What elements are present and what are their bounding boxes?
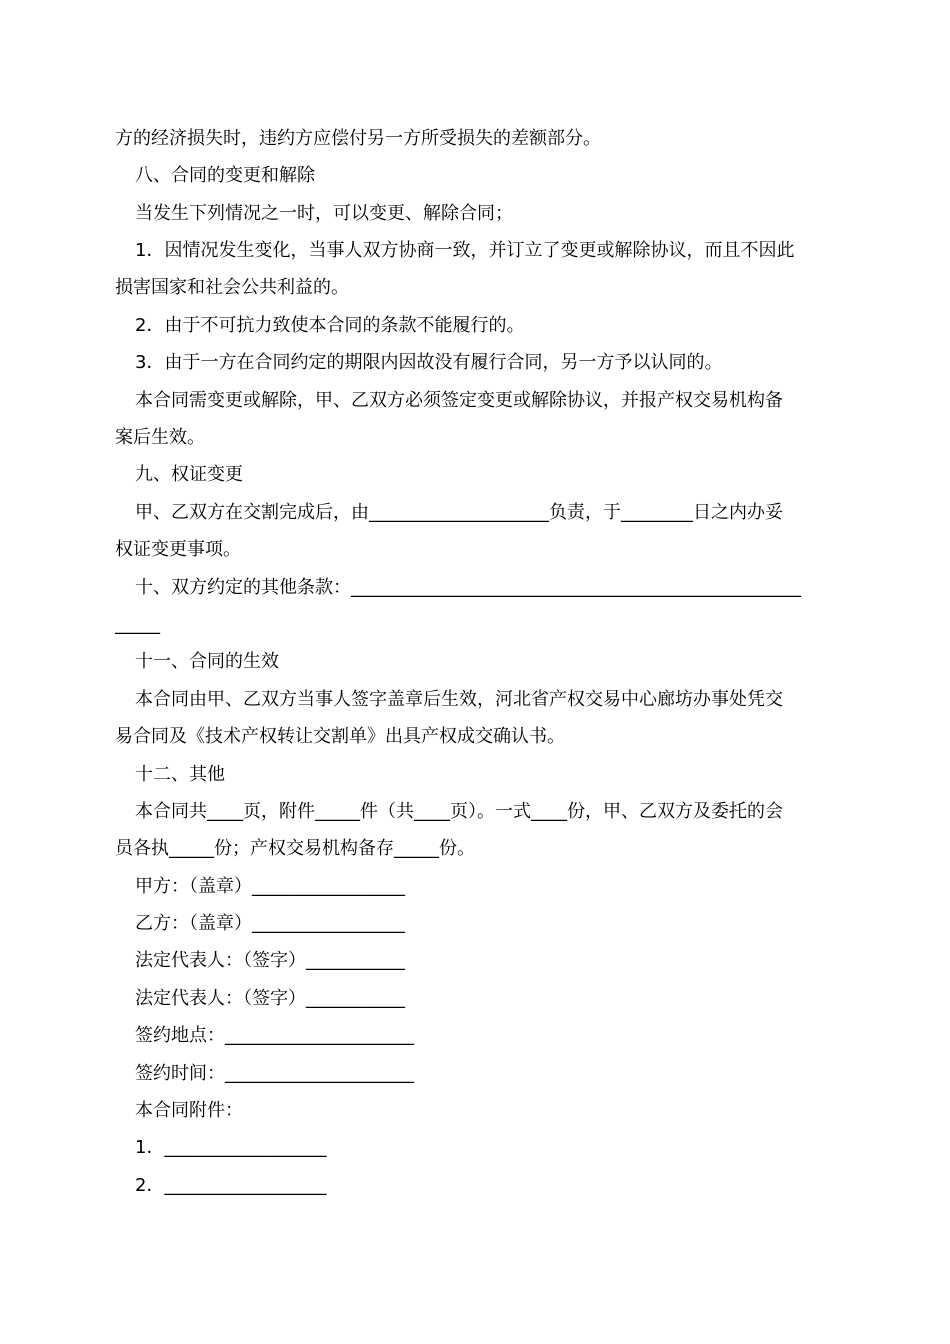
signing-place-field: 签约地点：_____________________ — [135, 1025, 414, 1046]
signature-field-legal-rep: 法定代表人：（签字）___________ — [135, 988, 405, 1009]
section-heading: 八、合同的变更和解除 — [135, 165, 315, 186]
text-line: 2．由于不可抗力致使本合同的条款不能履行的。 — [135, 315, 525, 336]
signature-field-party-b: 乙方：（盖章）_________________ — [135, 913, 405, 934]
attachment-item: 1．__________________ — [135, 1137, 327, 1158]
text-line: 本合同需变更或解除，甲、乙双方必须签定变更或解除协议，并报产权交易机构备 — [135, 390, 783, 411]
text-line: 当发生下列情况之一时，可以变更、解除合同； — [135, 203, 513, 224]
text-line: 本合同由甲、乙双方当事人签字盖章后生效，河北省产权交易中心廊坊办事处凭交 — [135, 689, 783, 710]
signature-field-legal-rep: 法定代表人：（签字）___________ — [135, 950, 405, 971]
section-heading: 十二、其他 — [135, 764, 225, 785]
text-line: 3．由于一方在合同约定的期限内因故没有履行合同，另一方予以认同的。 — [135, 352, 723, 373]
text-line: 员各执_____份；产权交易机构备存_____份。 — [115, 838, 475, 859]
text-line: 甲、乙双方在交割完成后，由____________________负责，于________日之内办妥 — [135, 502, 783, 523]
text-line: 1．因情况发生变化，当事人双方协商一致，并订立了变更或解除协议，而且不因此 — [135, 240, 795, 261]
attachment-item: 2．__________________ — [135, 1175, 327, 1196]
text-line: 案后生效。 — [115, 427, 205, 448]
text-line: 方的经济损失时，违约方应偿付另一方所受损失的差额部分。 — [115, 128, 601, 149]
attachments-heading: 本合同附件： — [135, 1100, 243, 1121]
signature-field-party-a: 甲方：（盖章）_________________ — [135, 876, 405, 897]
section-heading: 十、双方约定的其他条款：__________________________________________________ — [135, 577, 801, 598]
text-line: 损害国家和社会公共利益的。 — [115, 277, 349, 298]
section-heading: 十一、合同的生效 — [135, 651, 279, 672]
signing-time-field: 签约时间：_____________________ — [135, 1063, 414, 1084]
text-line: 权证变更事项。 — [115, 539, 241, 560]
text-line: 易合同及《技术产权转让交割单》出具产权成交确认书。 — [115, 726, 565, 747]
text-line: 本合同共____页，附件_____件（共____页）。一式____份，甲、乙双方及委托的会 — [135, 801, 783, 822]
section-heading: 九、权证变更 — [135, 464, 243, 485]
text-line: _____ — [115, 614, 160, 635]
